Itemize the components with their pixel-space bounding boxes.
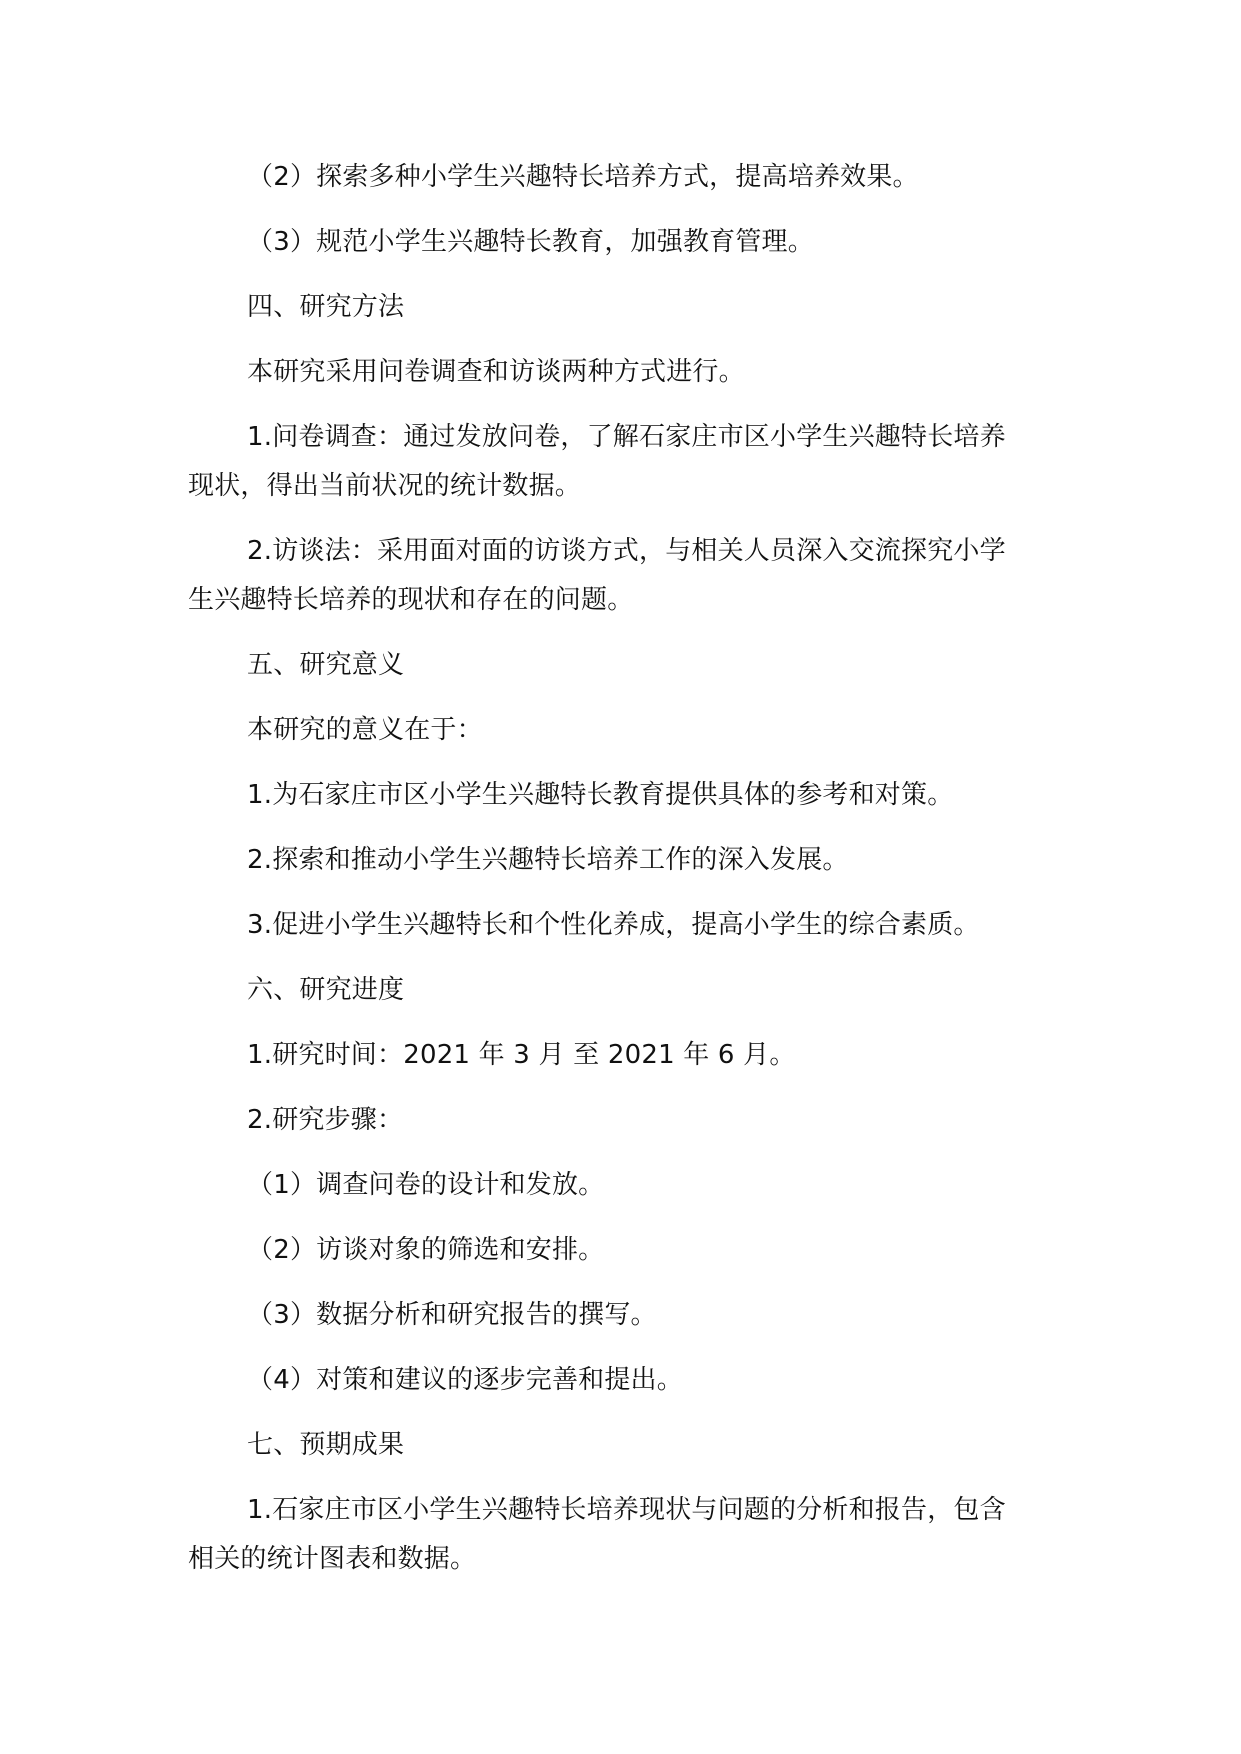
text-line: （1）调查问卷的设计和发放。 bbox=[247, 1170, 605, 1200]
text-line: 3.促进小学生兴趣特长和个性化养成，提高小学生的综合素质。 bbox=[247, 910, 980, 940]
section-heading: 六、研究进度 bbox=[247, 975, 405, 1005]
text-line: 本研究采用问卷调查和访谈两种方式进行。 bbox=[247, 357, 745, 387]
text-line: （4）对策和建议的逐步完善和提出。 bbox=[247, 1365, 683, 1395]
text-line: 本研究的意义在于： bbox=[247, 715, 483, 745]
section-heading: 七、预期成果 bbox=[247, 1430, 405, 1460]
text-line: 2.访谈法：采用面对面的访谈方式，与相关人员深入交流探究小学 bbox=[247, 536, 1006, 566]
text-line: 2.探索和推动小学生兴趣特长培养工作的深入发展。 bbox=[247, 845, 849, 875]
text-line: 1.研究时间：2021 年 3 月 至 2021 年 6 月。 bbox=[247, 1040, 796, 1070]
text-line: （2）访谈对象的筛选和安排。 bbox=[247, 1235, 605, 1265]
section-heading: 五、研究意义 bbox=[247, 650, 405, 680]
text-line: 1.为石家庄市区小学生兴趣特长教育提供具体的参考和对策。 bbox=[247, 780, 954, 810]
text-line: 相关的统计图表和数据。 bbox=[188, 1544, 477, 1574]
text-line: （3）数据分析和研究报告的撰写。 bbox=[247, 1300, 657, 1330]
text-line: （3）规范小学生兴趣特长教育，加强教育管理。 bbox=[247, 227, 814, 257]
text-line: 生兴趣特长培养的现状和存在的问题。 bbox=[188, 585, 634, 615]
text-line: 1.问卷调查：通过发放问卷，了解石家庄市区小学生兴趣特长培养 bbox=[247, 422, 1006, 452]
section-heading: 四、研究方法 bbox=[247, 292, 405, 322]
text-line: （2）探索多种小学生兴趣特长培养方式，提高培养效果。 bbox=[247, 162, 919, 192]
text-line: 现状，得出当前状况的统计数据。 bbox=[188, 471, 582, 501]
text-line: 2.研究步骤： bbox=[247, 1105, 404, 1135]
text-line: 1.石家庄市区小学生兴趣特长培养现状与问题的分析和报告，包含 bbox=[247, 1495, 1006, 1525]
